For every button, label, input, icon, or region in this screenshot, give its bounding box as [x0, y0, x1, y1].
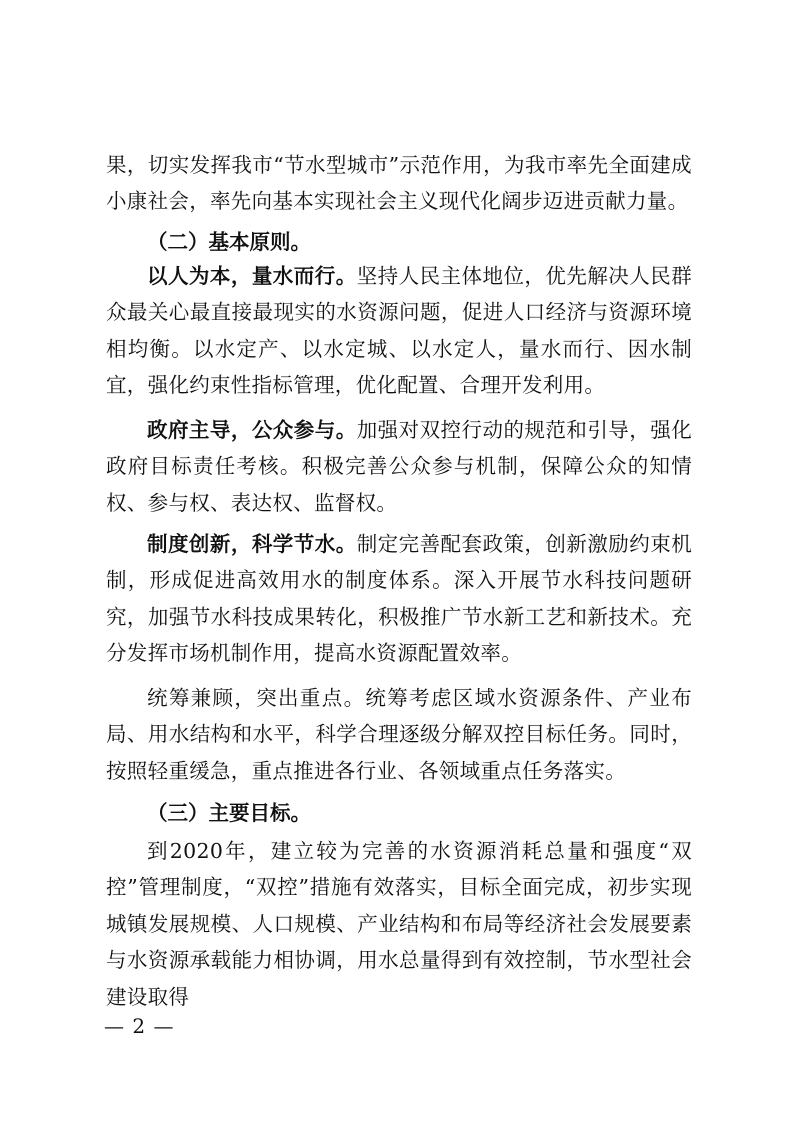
paragraph-text: 到2020年，建立较为完善的水资源消耗总量和强度“双控”管理制度，“双控”措施有效落实，目标全面完成，初步实现城镇发展规模、人口规模、产业结构和布局等经济社会发展要素与水资源承载能力相协调，用水总量得到有效控制，节水型社会建设取得 — [106, 839, 692, 1009]
paragraph-text: 统筹兼顾，突出重点。统筹考虑区域水资源条件、产业布局、用水结构和水平，科学合理逐级分解双控目标任务。同时，按照轻重缓急，重点推进各行业、各领域重点任务落实。 — [106, 686, 692, 783]
principle-institutional-innovation — [106, 526, 692, 672]
principle-overall-planning — [106, 680, 692, 789]
paragraph-text: 制定完善配套政策，创新激励约束机制，形成促进高效用水的制度体系。深入开展节水科技问题研究，加强节水科技成果转化，积极推广节水新工艺和新技术。充分发挥市场机制作用，提高水资源配置效率。 — [106, 532, 692, 666]
section-heading-main-goals: （三）主要目标。 — [147, 801, 311, 825]
page-number: — 2 — — [104, 1014, 175, 1038]
principle-lead: 以人为本，量水而行。 — [147, 264, 357, 288]
principle-people-oriented — [106, 258, 692, 404]
paragraph-text: 加强对双控行动的规范和引导，强化政府目标责任考核。积极完善公众参与机制，保障公众的知情权、参与权、表达权、监督权。 — [106, 418, 692, 515]
paragraph-text: 果，切实发挥我市“节水型城市”示范作用，为我市率先全面建成小康社会，率先向基本实现社会主义现代化阔步迈进贡献力量。 — [106, 153, 692, 214]
principle-lead: 政府主导，公众参与。 — [147, 418, 357, 442]
paragraph-continuation — [106, 147, 692, 220]
paragraph-text: 坚持人民主体地位，优先解决人民群众最关心最直接最现实的水资源问题，促进人口经济与资源环境相均衡。以水定产、以水定城、以水定人，量水而行、因水制宜，强化约束性指标管理，优化配置、合理开发利用。 — [106, 264, 692, 398]
principle-lead: 制度创新，科学节水。 — [147, 532, 357, 556]
principle-government-led — [106, 412, 692, 521]
section-heading-basic-principles: （二）基本原则。 — [147, 230, 311, 254]
goals-paragraph — [106, 833, 692, 1015]
